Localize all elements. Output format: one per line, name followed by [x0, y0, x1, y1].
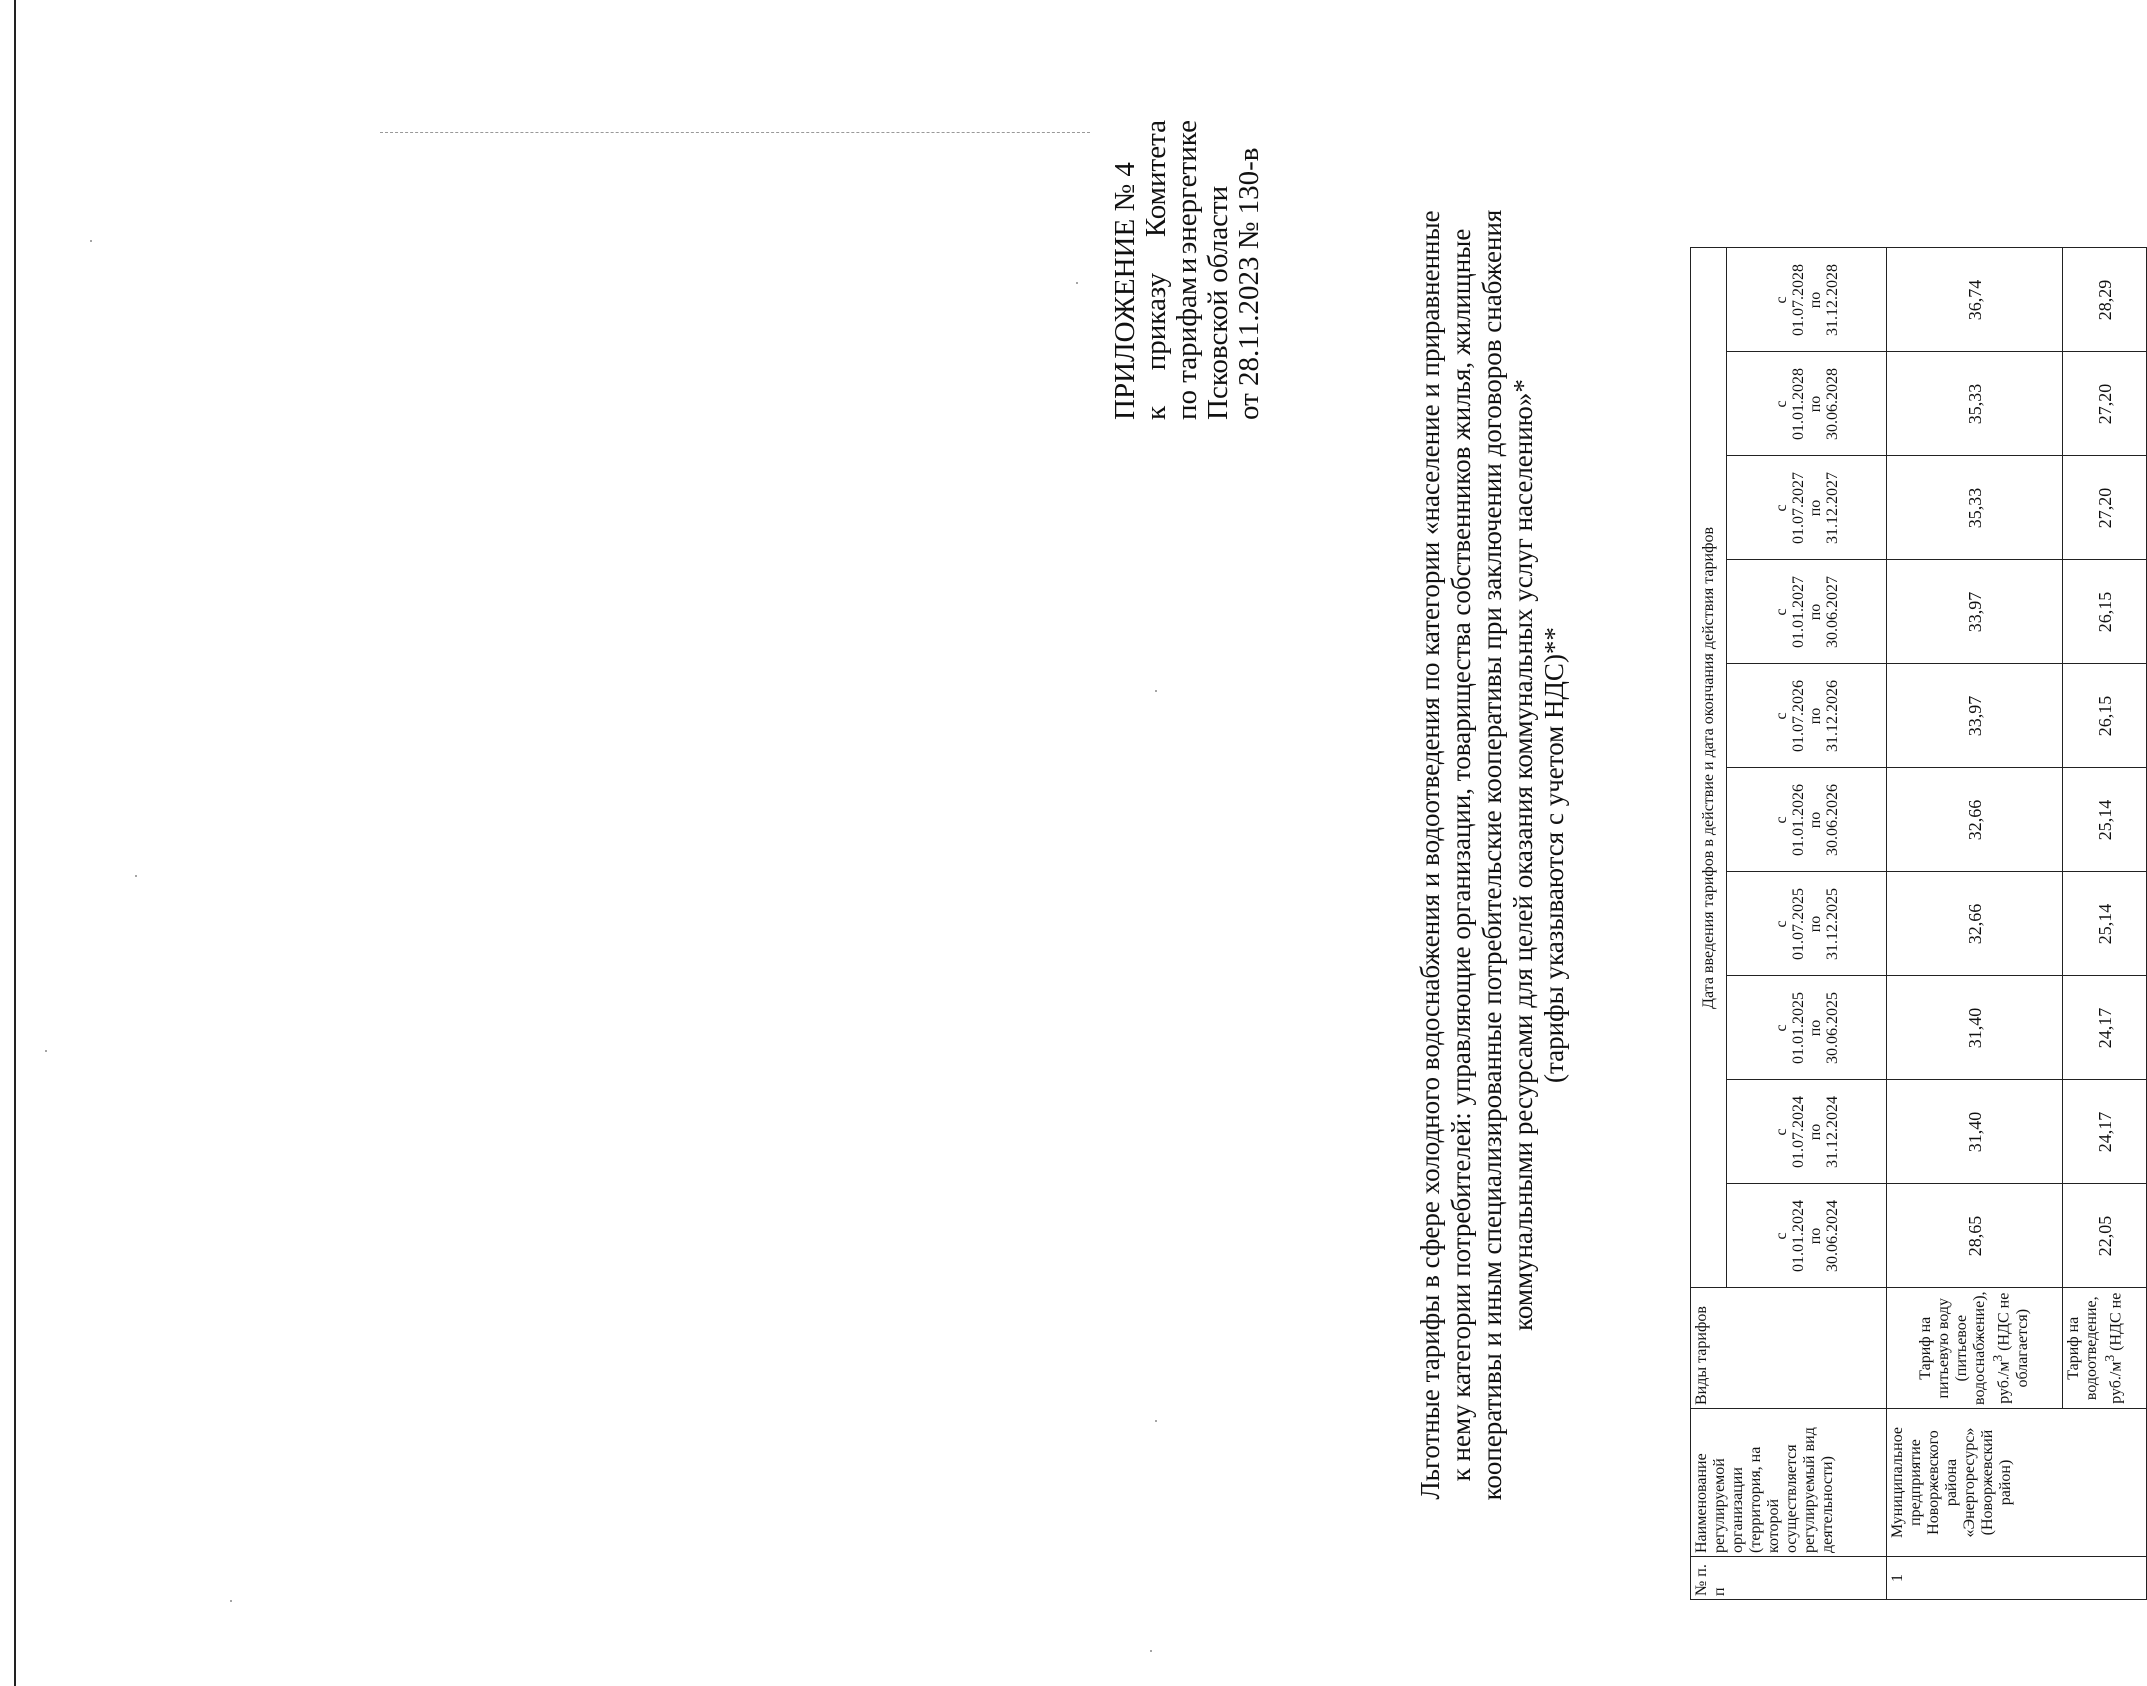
document-title	[1415, 110, 1570, 1600]
tariff-value: 31,40	[1887, 976, 2063, 1080]
tariff-value: 25,14	[2063, 872, 2147, 976]
scan-speck	[45, 1050, 47, 1052]
tariff-value: 32,66	[1887, 768, 2063, 872]
appendix-block	[1110, 120, 1265, 420]
scan-edge	[14, 0, 16, 1686]
tariff-value: 33,97	[1887, 560, 2063, 664]
tariff-table	[1690, 247, 2147, 1600]
appendix-word: и	[1171, 257, 1203, 274]
table-row	[2063, 248, 2147, 1600]
title-line: (тарифы указываются с учетом НДС)**	[1539, 627, 1569, 1083]
period-cell: с 01.01.2024 по 30.06.2024	[1727, 1184, 1887, 1288]
appendix-word: по тарифам	[1171, 276, 1203, 420]
header-number: № п. п	[1691, 1557, 1887, 1600]
tariff-value: 33,97	[1887, 664, 2063, 768]
tariff-value: 35,33	[1887, 456, 2063, 560]
tariff-kind: Тариф на водоотведение, $руб./м^3$ (НДС не	[2063, 1288, 2147, 1409]
title-line: к нему категории потребителей: управляющие организации, товарищества собственников жилья, жилищные	[1446, 228, 1476, 1482]
title-line: кооперативы и иным специализированные потребительские кооперативы при заключении договоров снабжения	[1477, 209, 1507, 1501]
tariff-value: 31,40	[1887, 1080, 2063, 1184]
tariff-value: 27,20	[2063, 352, 2147, 456]
scan-speck	[90, 240, 92, 242]
period-cell: с 01.01.2027 по 30.06.2027	[1727, 560, 1887, 664]
period-cell: с 01.07.2028 по 31.12.2028	[1727, 248, 1887, 352]
period-cell: с 01.07.2024 по 31.12.2024	[1727, 1080, 1887, 1184]
tariff-value: 22,05	[2063, 1184, 2147, 1288]
appendix-line-4: Псковской области	[1202, 185, 1234, 420]
tariff-value: 35,33	[1887, 352, 2063, 456]
tariff-value: 24,17	[2063, 1080, 2147, 1184]
title-line: коммунальными ресурсами для целей оказания коммунальных услуг населению»*	[1508, 379, 1538, 1331]
scan-dashed-mark	[380, 132, 1090, 133]
appendix-line-3	[1172, 120, 1203, 420]
organization-name: Муниципальное предприятие Новоржевского района «Энергоресурс» (Новоржевский район)	[1887, 1409, 2147, 1557]
rotated-page	[1109, 110, 2125, 1600]
scan-speck	[135, 875, 137, 877]
header-tariff-kinds: Виды тарифов	[1691, 1288, 1887, 1409]
tariff-value: 28,65	[1887, 1184, 2063, 1288]
period-cell: с 01.07.2026 по 31.12.2026	[1727, 664, 1887, 768]
header-dates: Дата введения тарифов в действие и дата окончания действия тарифов	[1691, 248, 1727, 1288]
tariff-kind: Тариф на питьевую воду (питьевое водоснабжение), $руб./м^3$ (НДС не облагается)	[1887, 1288, 2063, 1409]
period-cell: с 01.01.2025 по 30.06.2025	[1727, 976, 1887, 1080]
tariff-value: 26,15	[2063, 560, 2147, 664]
table-row	[1887, 248, 2063, 1600]
appendix-word: приказу	[1140, 272, 1172, 371]
tariff-value: 36,74	[1887, 248, 2063, 352]
appendix-word: Комитета	[1140, 120, 1172, 238]
row-number: 1	[1887, 1557, 2147, 1600]
appendix-line-5: от 28.11.2023 № 130-в	[1233, 147, 1265, 420]
tariff-value: 24,17	[2063, 976, 2147, 1080]
scan-speck	[1076, 282, 1078, 284]
appendix-word: энергетике	[1171, 120, 1203, 255]
scan-speck	[230, 1600, 232, 1602]
appendix-word: к	[1140, 405, 1172, 420]
period-cell: с 01.07.2027 по 31.12.2027	[1727, 456, 1887, 560]
header-organization: Наименование регулируемой организации (территория, на которой осуществляется регулируемый вид деятельности)	[1691, 1409, 1887, 1557]
scan-speck	[1150, 1650, 1152, 1652]
title-line: Льготные тарифы в сфере холодного водоснабжения и водоотведения по категории «население и приравненные	[1415, 210, 1445, 1500]
appendix-line-2	[1141, 120, 1172, 420]
tariff-value: 27,20	[2063, 456, 2147, 560]
table-header-row	[1691, 248, 1727, 1600]
period-cell: с 01.07.2025 по 31.12.2025	[1727, 872, 1887, 976]
tariff-value: 32,66	[1887, 872, 2063, 976]
tariff-value: 26,15	[2063, 664, 2147, 768]
period-cell: с 01.01.2026 по 30.06.2026	[1727, 768, 1887, 872]
period-cell: с 01.01.2028 по 30.06.2028	[1727, 352, 1887, 456]
tariff-value: 25,14	[2063, 768, 2147, 872]
tariff-value: 28,29	[2063, 248, 2147, 352]
appendix-line-1: ПРИЛОЖЕНИЕ № 4	[1109, 162, 1141, 420]
